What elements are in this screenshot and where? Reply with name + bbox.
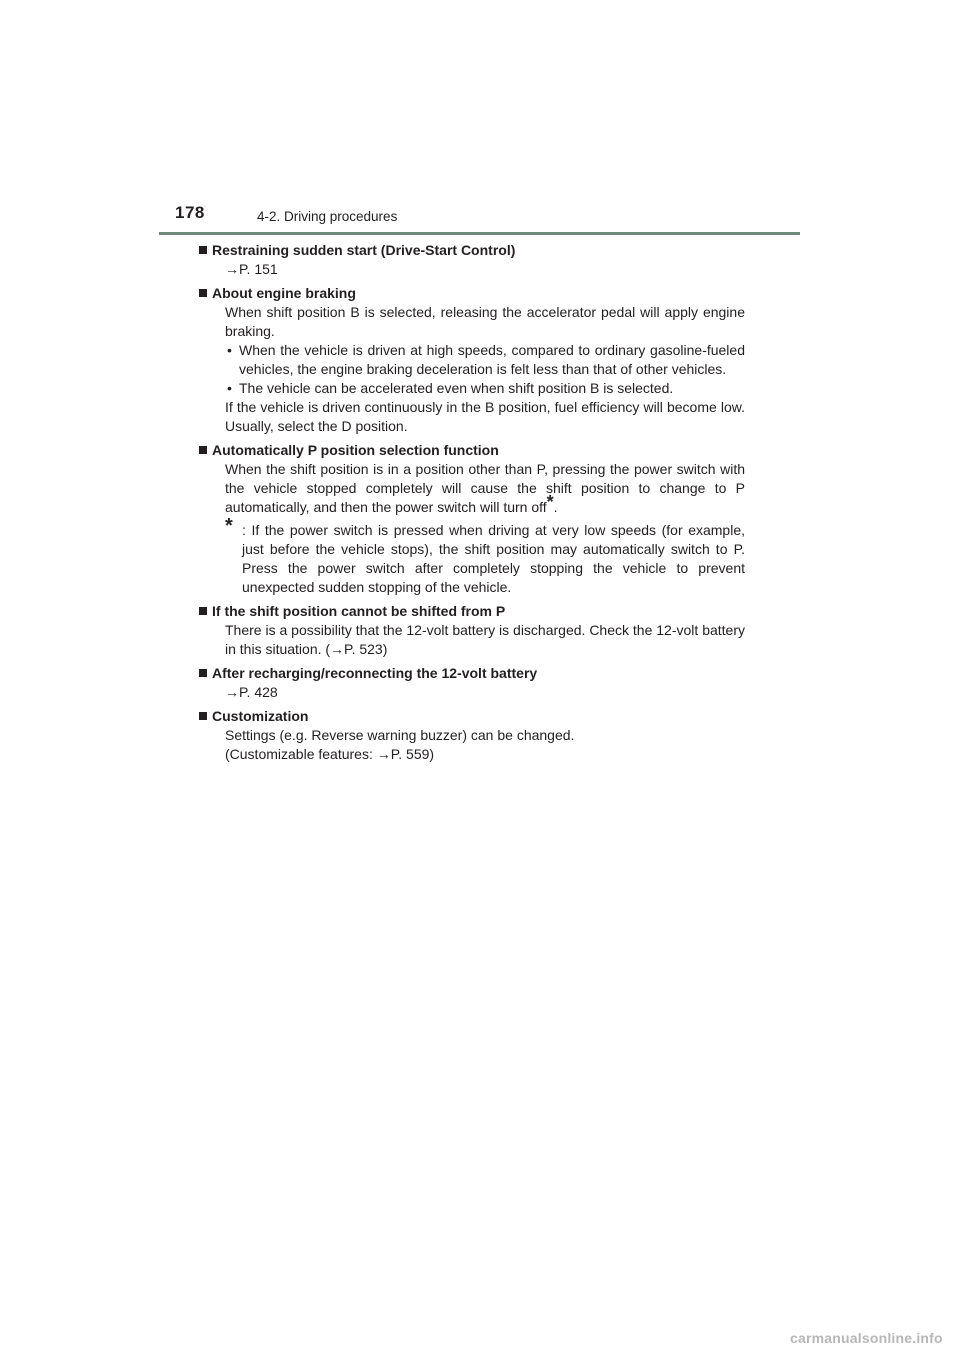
paragraph xyxy=(225,460,745,517)
paragraph-end: . xyxy=(553,499,558,515)
heading-text: After recharging/reconnecting the 12-volt battery xyxy=(212,665,538,681)
paragraph-text: When the shift position is in a position other than P, pressing the power switch with the vehicle stopped completely will cause the shift position to change to P automatically, and then the power switch will turn off xyxy=(225,461,745,515)
square-bullet-icon xyxy=(199,607,207,615)
asterisk-icon: * xyxy=(546,492,554,512)
bullet-item xyxy=(225,341,745,379)
section-auto-p-position xyxy=(212,441,745,597)
section-drive-start-control xyxy=(212,241,745,279)
heading-text: About engine braking xyxy=(212,285,356,301)
paragraph: If the vehicle is driven continuously in the B position, fuel efficiency will become low. Usually, select the D position. xyxy=(225,399,745,434)
heading-text: If the shift position cannot be shifted from P xyxy=(212,603,506,619)
section-heading xyxy=(199,707,745,726)
section-customization xyxy=(212,707,745,764)
section-cannot-shift-from-p xyxy=(212,602,745,659)
square-bullet-icon xyxy=(199,669,207,677)
section-battery-reconnect xyxy=(212,664,745,702)
page-content xyxy=(212,241,745,769)
bullet-text: When the vehicle is driven at high speeds, compared to ordinary gasoline-fueled vehicles, the engine braking deceleration is felt less than that of other vehicles. xyxy=(239,342,745,377)
header-divider xyxy=(159,232,800,235)
section-title: 4-2. Driving procedures xyxy=(257,209,398,224)
square-bullet-icon xyxy=(199,446,207,454)
paragraph: There is a possibility that the 12-volt battery is discharged. Check the 12-volt battery in this situation. (→P. 523) xyxy=(225,622,745,657)
footnote xyxy=(225,515,745,597)
heading-text: Automatically P position selection function xyxy=(212,442,499,458)
watermark: carmanualsonline.info xyxy=(790,1330,943,1346)
bullet-icon: • xyxy=(227,342,232,358)
paragraph: (Customizable features: →P. 559) xyxy=(225,746,435,762)
section-engine-braking xyxy=(212,284,745,436)
bullet-icon: • xyxy=(227,380,232,396)
footnote-text: : If the power switch is pressed when driving at very low speeds (for example, just before the vehicle stops), the shift position may automatically switch to P. Press the power switch after completely stopping the vehicle to prevent unexpected sudden stopping of the vehicle. xyxy=(242,522,745,595)
section-heading xyxy=(199,241,745,260)
square-bullet-icon xyxy=(199,712,207,720)
section-heading xyxy=(199,664,745,683)
page-header xyxy=(0,0,960,240)
square-bullet-icon xyxy=(199,289,207,297)
heading-text: Restraining sudden start (Drive-Start Control) xyxy=(212,242,516,258)
page-reference: →P. 151 xyxy=(225,261,278,277)
square-bullet-icon xyxy=(199,246,207,254)
asterisk-icon: * xyxy=(225,515,233,537)
page-number: 178 xyxy=(175,203,205,222)
section-heading xyxy=(199,441,745,460)
heading-text: Customization xyxy=(212,708,309,724)
paragraph: Settings (e.g. Reverse warning buzzer) can be changed. xyxy=(225,727,575,743)
bullet-item xyxy=(225,379,745,398)
page-reference: →P. 428 xyxy=(225,684,278,700)
section-heading xyxy=(199,284,745,303)
bullet-text: The vehicle can be accelerated even when shift position B is selected. xyxy=(239,380,674,396)
section-heading xyxy=(199,602,745,621)
paragraph: When shift position B is selected, releasing the accelerator pedal will apply engine braking. xyxy=(225,304,745,339)
